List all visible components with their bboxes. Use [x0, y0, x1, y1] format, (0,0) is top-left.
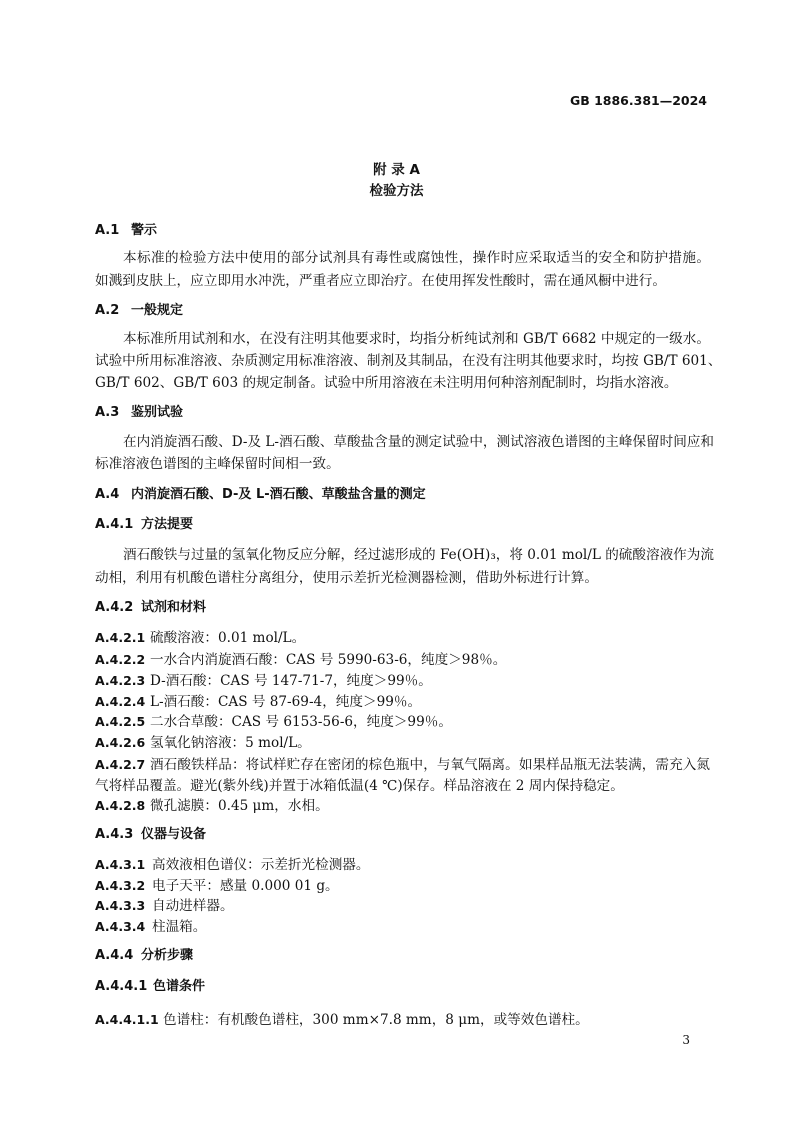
- list-item: [95, 876, 710, 896]
- item-number: A.4.2.3: [95, 673, 146, 688]
- appendix-title: 检验方法: [369, 183, 424, 199]
- item-number: A.4.3.3: [95, 898, 146, 913]
- section-title: 色谱条件: [153, 979, 206, 994]
- item-text: 一水合内消旋酒石酸：CAS 号 5990-63-6，纯度＞98％。: [150, 652, 507, 668]
- item-text: 电子天平：感量 0.000 01 g。: [152, 878, 339, 894]
- section-heading-a4-3: [95, 825, 710, 845]
- list-item: [95, 712, 710, 732]
- paragraph-line: 本标准所用试剂和水，在没有注明其他要求时，均指分析纯试剂和 GB/T 6682 中规定的一级水。: [123, 331, 710, 347]
- section-title: 仪器与设备: [141, 827, 207, 842]
- item-number: A.4.4.1.1: [95, 1012, 159, 1027]
- item-text: 高效液相色谱仪：示差折光检测器。: [152, 857, 370, 873]
- section-number: A.2: [95, 303, 120, 318]
- list-item: [95, 628, 710, 648]
- section-heading-a4-2: [95, 598, 710, 618]
- section-number: A.4.1: [95, 517, 134, 532]
- item-text: 柱温箱。: [152, 919, 207, 935]
- item-number: A.4.2.4: [95, 694, 146, 709]
- item-number: A.4.2.6: [95, 735, 146, 750]
- section-number: A.3: [95, 405, 120, 420]
- item-number: A.4.2.1: [95, 630, 146, 645]
- paragraph-line: 如溅到皮肤上，应立即用水冲洗，严重者应立即治疗。在使用挥发性酸时，需在通风橱中进行。: [95, 273, 666, 289]
- list-item: [95, 1010, 710, 1030]
- list-item: [95, 733, 710, 753]
- section-heading-a2: [95, 301, 710, 321]
- paragraph-line: 标准溶液色谱图的主峰保留时间相一致。: [95, 456, 340, 472]
- item-text: 微孔滤膜：0.45 μm，水相。: [150, 798, 329, 814]
- page-number: 3: [682, 1033, 690, 1047]
- section-number: A.1: [95, 223, 120, 238]
- list-item: [95, 671, 710, 691]
- item-number: A.4.2.5: [95, 714, 146, 729]
- section-heading-a4-4-1: [95, 977, 710, 997]
- section-number: A.4.4: [95, 948, 134, 963]
- appendix-label: 附 录 A: [373, 162, 420, 178]
- paragraph-line: 动相，利用有机酸色谱柱分离组分，使用示差折光检测器检测，借助外标进行计算。: [95, 570, 598, 586]
- paragraph-line: 本标准的检验方法中使用的部分试剂具有毒性或腐蚀性，操作时应采取适当的安全和防护措施。: [123, 250, 710, 266]
- section-heading-a4: [95, 485, 710, 505]
- paragraph-line: 试验中所用标准溶液、杂质测定用标准溶液、制剂及其制品，在没有注明其他要求时，均按 GB/T 601、: [95, 353, 722, 369]
- section-title: 分析步骤: [141, 948, 194, 963]
- item-number: A.4.2.7: [95, 757, 146, 772]
- section-number: A.4.4.1: [95, 979, 148, 994]
- item-number: A.4.3.1: [95, 857, 146, 872]
- list-item: [95, 896, 710, 916]
- item-text: 自动进样器。: [152, 898, 234, 914]
- section-title: 警示: [131, 223, 158, 238]
- item-number: A.4.2.8: [95, 798, 146, 813]
- section-number: A.4.3: [95, 827, 134, 842]
- item-text: D-酒石酸：CAS 号 147-71-7，纯度＞99％。: [150, 673, 432, 689]
- item-number: A.4.2.2: [95, 652, 146, 667]
- section-title: 试剂和材料: [141, 600, 207, 615]
- paragraph-line: GB/T 602、GB/T 603 的规定制备。试验中所用溶液在未注明用何种溶剂配制时，均指水溶液。: [95, 375, 678, 391]
- item-number: A.4.3.4: [95, 919, 146, 934]
- section-title: 一般规定: [131, 303, 184, 318]
- list-item: [95, 755, 710, 775]
- standard-code: GB 1886.381—2024: [569, 93, 707, 108]
- item-text: 色谱柱：有机酸色谱柱，300 mm×7.8 mm，8 μm，或等效色谱柱。: [163, 1012, 589, 1028]
- section-title: 鉴别试验: [131, 405, 184, 420]
- item-text: 酒石酸铁样品：将试样贮存在密闭的棕色瓶中，与氧气隔离。如果样品瓶无法装满，需充入氮: [150, 757, 710, 773]
- item-number: A.4.3.2: [95, 878, 146, 893]
- section-title: 方法提要: [141, 517, 194, 532]
- list-item: [95, 855, 710, 875]
- list-item: [95, 692, 710, 712]
- item-text: L-酒石酸：CAS 号 87-69-4，纯度＞99％。: [150, 694, 422, 710]
- section-heading-a1: [95, 221, 710, 241]
- item-text: 硫酸溶液：0.01 mol/L。: [150, 630, 306, 646]
- section-heading-a4-1: [95, 515, 710, 535]
- list-item: [95, 796, 710, 816]
- section-number: A.4.2: [95, 600, 134, 615]
- section-title: 内消旋酒石酸、D-及 L-酒石酸、草酸盐含量的测定: [131, 487, 426, 502]
- list-item: [95, 650, 710, 670]
- paragraph-line: 在内消旋酒石酸、D-及 L-酒石酸、草酸盐含量的测定试验中，测试溶液色谱图的主峰保留时间应和: [123, 434, 715, 450]
- section-heading-a3: [95, 403, 710, 423]
- item-text-continuation: 气将样品覆盖。避光(紫外线)并置于冰箱低温(4 ℃)保存。样品溶液在 2 周内保持稳定。: [95, 778, 624, 794]
- item-text: 氢氧化钠溶液：5 mol/L。: [150, 735, 311, 751]
- item-text: 二水合草酸：CAS 号 6153-56-6，纯度＞99％。: [150, 714, 452, 730]
- list-item: [95, 917, 710, 937]
- section-heading-a4-4: [95, 946, 710, 966]
- paragraph-line: 酒石酸铁与过量的氢氧化物反应分解，经过滤形成的 Fe(OH)₃，将 0.01 mol/L 的硫酸溶液作为流: [123, 547, 714, 563]
- section-number: A.4: [95, 487, 120, 502]
